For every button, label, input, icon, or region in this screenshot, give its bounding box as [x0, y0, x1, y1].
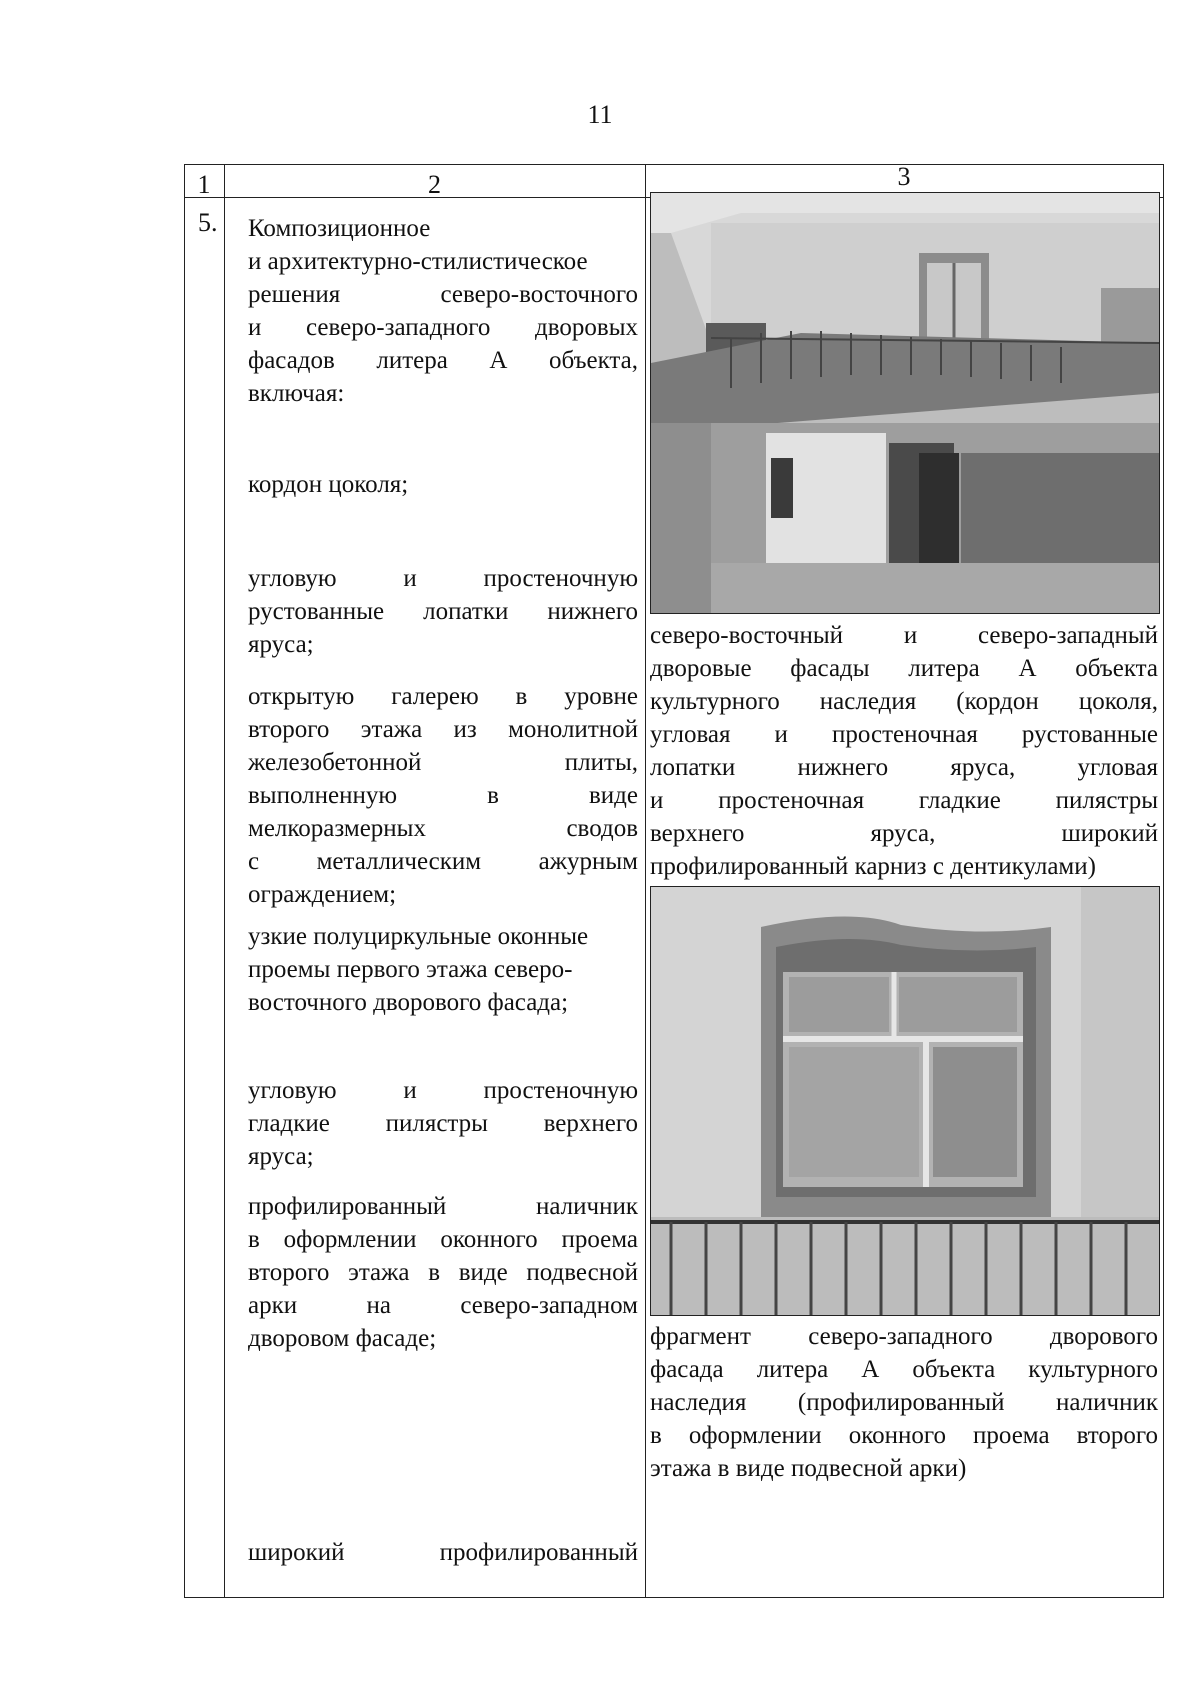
table-border-right: [1163, 164, 1164, 1598]
caption-line: этажа в виде подвесной арки): [650, 1455, 967, 1482]
caption-line: фрагмент северо-западного дворового: [650, 1323, 1158, 1350]
item-wide-cornice: [248, 1536, 638, 1569]
row-number: 5.: [198, 208, 218, 237]
caption-line: верхнего яруса, широкий: [650, 820, 1158, 847]
item-line: с металлическим ажурным: [248, 848, 638, 875]
intro-line: включая:: [248, 380, 345, 407]
intro-line: решения северо-восточного: [248, 281, 638, 308]
item-line: открытую галерею в уровне: [248, 683, 638, 710]
monument-description-table: [184, 164, 1164, 1598]
item-line: арки на северо-западном: [248, 1292, 638, 1319]
header-col-2: 2: [428, 170, 441, 199]
window-fragment-photo: [650, 886, 1160, 1316]
item-semicircular-windows: [248, 920, 638, 1019]
item-line: ограждением;: [248, 881, 397, 908]
caption-line: угловая и простеночная рустованные: [650, 721, 1158, 748]
intro-line: и архитектурно-стилистическое: [248, 248, 588, 275]
item-open-gallery: [248, 680, 638, 911]
item-profiled-platband: [248, 1190, 638, 1355]
table-divider-col1: [224, 164, 225, 1598]
photo-caption-window: [650, 1320, 1158, 1485]
item-plinth-cordon: [248, 468, 638, 501]
item-line: мелкоразмерных сводов: [248, 815, 638, 842]
item-rusticated-lapels: [248, 562, 638, 661]
caption-line: фасада литера А объекта культурного: [650, 1356, 1158, 1383]
caption-line: профилированный карниз с дентикулами): [650, 853, 1096, 880]
item-line: яруса;: [248, 1143, 314, 1170]
caption-line: и простеночная гладкие пилястры: [650, 787, 1158, 814]
building-facade-photo: [650, 192, 1160, 614]
item-line: выполненную в виде: [248, 782, 638, 809]
window-with-hanging-arch-photo-icon: [651, 887, 1159, 1315]
item-line: восточного дворового фасада;: [248, 989, 569, 1016]
item-line: дворовом фасаде;: [248, 1325, 437, 1352]
item-line: профилированный наличник: [248, 1193, 638, 1220]
intro-line: Композиционное: [248, 215, 431, 242]
building-courtyard-facade-photo-icon: [651, 193, 1159, 613]
item-line: кордон цоколя;: [248, 471, 409, 498]
item-line: гладкие пилястры верхнего: [248, 1110, 638, 1137]
caption-line: культурного наследия (кордон цоколя,: [650, 688, 1158, 715]
caption-line: северо-восточный и северо-западный: [650, 622, 1158, 649]
intro-text: [248, 212, 638, 410]
caption-line: наследия (профилированный наличник: [650, 1389, 1158, 1416]
photo-caption-facades: [650, 619, 1158, 883]
caption-line: в оформлении оконного проема второго: [650, 1422, 1158, 1449]
table-border-left: [184, 164, 185, 1598]
page-number: 11: [587, 100, 613, 129]
item-line: угловую и простеночную: [248, 565, 638, 592]
item-line: проемы первого этажа северо-: [248, 956, 573, 983]
item-line: узкие полуциркульные оконные: [248, 923, 589, 950]
item-line: широкий профилированный: [248, 1539, 638, 1566]
item-line: второго этажа из монолитной: [248, 716, 638, 743]
caption-line: лопатки нижнего яруса, угловая: [650, 754, 1158, 781]
intro-line: и северо-западного дворовых: [248, 314, 638, 341]
item-line: рустованные лопатки нижнего: [248, 598, 638, 625]
header-col-3: 3: [897, 162, 911, 191]
item-line: яруса;: [248, 631, 314, 658]
item-line: угловую и простеночную: [248, 1077, 638, 1104]
item-smooth-pilasters: [248, 1074, 638, 1173]
header-col-1: 1: [197, 170, 211, 199]
item-line: в оформлении оконного проема: [248, 1226, 638, 1253]
intro-line: фасадов литера А объекта,: [248, 347, 638, 374]
table-border-bottom: [184, 1597, 1164, 1598]
table-divider-col2: [645, 164, 646, 1598]
caption-line: дворовые фасады литера А объекта: [650, 655, 1158, 682]
item-line: второго этажа в виде подвесной: [248, 1259, 638, 1286]
item-line: железобетонной плиты,: [248, 749, 638, 776]
